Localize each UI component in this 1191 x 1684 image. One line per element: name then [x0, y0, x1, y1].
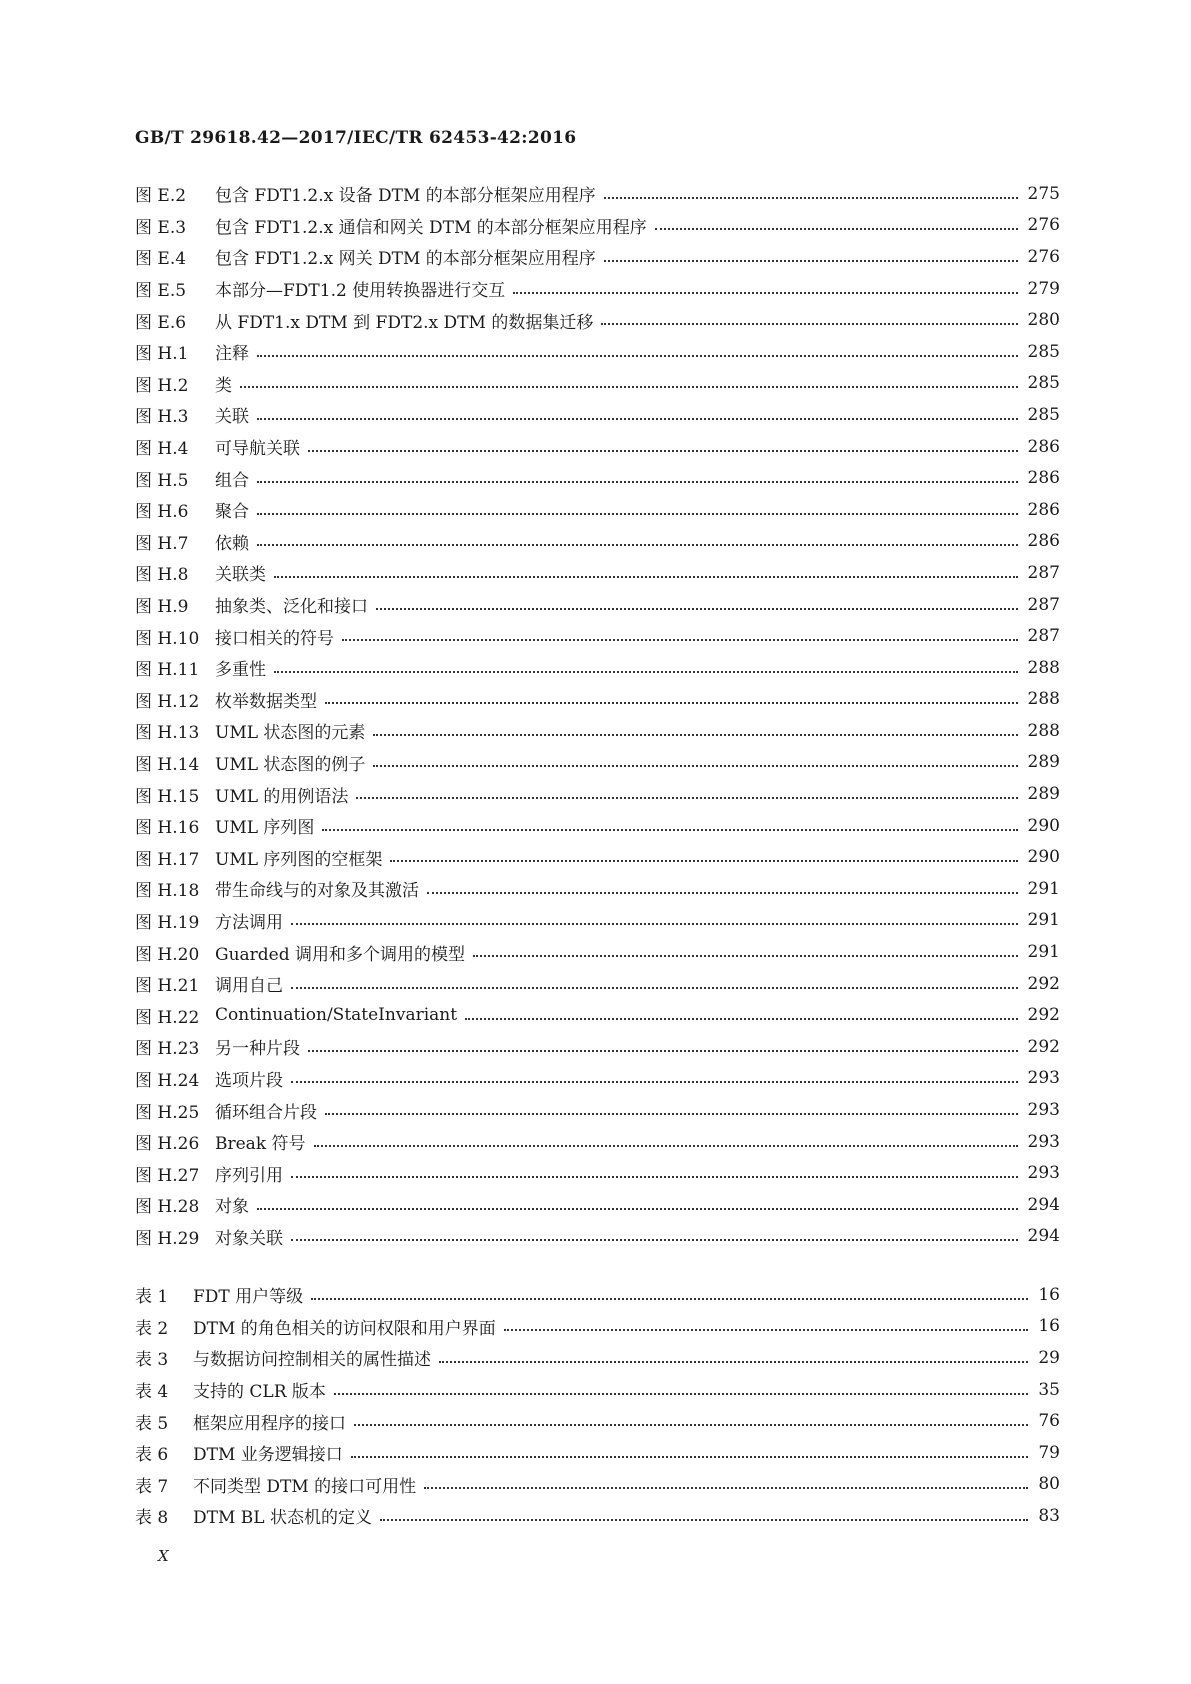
figure-entry[interactable] [135, 589, 1060, 621]
table-entry[interactable] [135, 1342, 1060, 1374]
entry-title: 注释 [215, 344, 249, 365]
dot-leader [257, 544, 1018, 546]
figure-list [135, 178, 1060, 1252]
dot-leader [513, 292, 1017, 294]
entry-page-number: 291 [1027, 878, 1060, 899]
entry-label: 图 H.27 [135, 1165, 200, 1186]
figure-entry[interactable] [135, 778, 1060, 810]
entry-label: 图 H.8 [135, 565, 189, 586]
figure-entry[interactable] [135, 999, 1060, 1031]
entry-label: 图 H.9 [135, 597, 189, 618]
dot-leader [390, 860, 1017, 862]
dot-leader [291, 1081, 1018, 1083]
entry-title: 不同类型 DTM 的接口可用性 [193, 1476, 417, 1497]
entry-title: DTM 业务逻辑接口 [193, 1445, 343, 1466]
figure-entry[interactable] [135, 462, 1060, 494]
figure-entry[interactable] [135, 336, 1060, 368]
figure-entry[interactable] [135, 873, 1060, 905]
document-header: GB/T 29618.42—2017/IEC/TR 62453-42:2016 [135, 128, 577, 148]
entry-title: 抽象类、泛化和接口 [215, 597, 368, 618]
entry-title: 带生命线与的对象及其激活 [215, 881, 419, 902]
dot-leader [257, 513, 1018, 515]
figure-entry[interactable] [135, 936, 1060, 968]
dot-leader [373, 734, 1017, 736]
dot-leader [257, 418, 1018, 420]
dot-leader [354, 1424, 1028, 1426]
figure-entry[interactable] [135, 304, 1060, 336]
figure-entry[interactable] [135, 968, 1060, 1000]
entry-title: 关联类 [215, 565, 266, 586]
entry-page-number: 287 [1027, 626, 1060, 647]
entry-title: 框架应用程序的接口 [193, 1413, 346, 1434]
entry-page-number: 289 [1027, 752, 1060, 773]
entry-page-number: 29 [1038, 1347, 1060, 1368]
entry-label: 图 H.16 [135, 818, 200, 839]
dot-leader [424, 1487, 1028, 1489]
entry-page-number: 285 [1027, 404, 1060, 425]
entry-title: 对象关联 [215, 1228, 283, 1249]
entry-title: UML 状态图的例子 [215, 754, 366, 775]
entry-page-number: 292 [1027, 1036, 1060, 1057]
entry-label: 图 H.10 [135, 628, 200, 649]
entry-page-number: 286 [1027, 531, 1060, 552]
entry-page-number: 76 [1038, 1411, 1060, 1432]
dot-leader [380, 1519, 1028, 1521]
figure-entry[interactable] [135, 1221, 1060, 1253]
entry-title: 方法调用 [215, 912, 283, 933]
entry-label: 图 H.21 [135, 976, 200, 997]
entry-title: 从 FDT1.x DTM 到 FDT2.x DTM 的数据集迁移 [215, 312, 594, 333]
entry-title: FDT 用户等级 [193, 1287, 304, 1308]
figure-entry[interactable] [135, 841, 1060, 873]
entry-title: 包含 FDT1.2.x 网关 DTM 的本部分框架应用程序 [215, 249, 596, 270]
figure-entry[interactable] [135, 620, 1060, 652]
entry-label: 表 5 [135, 1413, 169, 1434]
entry-page-number: 291 [1027, 910, 1060, 931]
entry-page-number: 287 [1027, 594, 1060, 615]
dot-leader [314, 1145, 1018, 1147]
entry-label: 图 H.5 [135, 470, 189, 491]
entry-page-number: 83 [1038, 1505, 1060, 1526]
entry-label: 图 H.19 [135, 912, 200, 933]
dot-leader [373, 765, 1017, 767]
entry-page-number: 80 [1038, 1474, 1060, 1495]
entry-label: 图 H.23 [135, 1039, 200, 1060]
figure-entry[interactable] [135, 526, 1060, 558]
entry-page-number: 288 [1027, 657, 1060, 678]
entry-page-number: 275 [1027, 183, 1060, 204]
figure-entry[interactable] [135, 1063, 1060, 1095]
dot-leader [257, 481, 1018, 483]
figure-entry[interactable] [135, 557, 1060, 589]
entry-label: 图 H.11 [135, 660, 200, 681]
entry-label: 图 H.28 [135, 1197, 200, 1218]
entry-page-number: 16 [1038, 1284, 1060, 1305]
entry-page-number: 280 [1027, 310, 1060, 331]
dot-leader [291, 1176, 1018, 1178]
entry-title: 调用自己 [215, 976, 283, 997]
entry-title: Break 符号 [215, 1134, 306, 1155]
entry-page-number: 279 [1027, 278, 1060, 299]
entry-title: 聚合 [215, 502, 249, 523]
figure-entry[interactable] [135, 1126, 1060, 1158]
table-entry[interactable] [135, 1405, 1060, 1437]
entry-page-number: 291 [1027, 942, 1060, 963]
table-list [135, 1279, 1060, 1532]
entry-page-number: 285 [1027, 341, 1060, 362]
entry-label: 图 H.13 [135, 723, 200, 744]
figure-entry[interactable] [135, 1031, 1060, 1063]
dot-leader [311, 1298, 1028, 1300]
figure-entry[interactable] [135, 399, 1060, 431]
table-entry[interactable] [135, 1374, 1060, 1406]
entry-title: 另一种片段 [215, 1039, 300, 1060]
entry-title: Guarded 调用和多个调用的模型 [215, 944, 466, 965]
figure-entry[interactable] [135, 1094, 1060, 1126]
dot-leader [308, 450, 1018, 452]
figure-entry[interactable] [135, 715, 1060, 747]
table-entry[interactable] [135, 1311, 1060, 1343]
dot-leader [291, 1239, 1018, 1241]
entry-title: 本部分—FDT1.2 使用转换器进行交互 [215, 281, 506, 302]
entry-label: 图 H.25 [135, 1102, 200, 1123]
figure-entry[interactable] [135, 431, 1060, 463]
figure-entry[interactable] [135, 810, 1060, 842]
entry-title: 包含 FDT1.2.x 设备 DTM 的本部分框架应用程序 [215, 186, 596, 207]
entry-label: 图 E.6 [135, 312, 187, 333]
figure-entry[interactable] [135, 494, 1060, 526]
entry-page-number: 293 [1027, 1163, 1060, 1184]
table-entry[interactable] [135, 1469, 1060, 1501]
entry-label: 图 H.22 [135, 1007, 200, 1028]
figure-entry[interactable] [135, 652, 1060, 684]
table-entry[interactable] [135, 1437, 1060, 1469]
entry-label: 图 E.4 [135, 249, 187, 270]
dot-leader [439, 1361, 1028, 1363]
entry-page-number: 286 [1027, 499, 1060, 520]
dot-leader [465, 1018, 1017, 1020]
entry-page-number: 290 [1027, 847, 1060, 868]
dot-leader [356, 797, 1017, 799]
dot-leader [240, 386, 1018, 388]
entry-title: 关联 [215, 407, 249, 428]
entry-title: DTM 的角色相关的访问权限和用户界面 [193, 1318, 496, 1339]
entry-label: 图 H.14 [135, 754, 200, 775]
entry-label: 表 1 [135, 1287, 169, 1308]
entry-label: 表 8 [135, 1508, 169, 1529]
entry-title: 与数据访问控制相关的属性描述 [193, 1350, 431, 1371]
dot-leader [351, 1456, 1029, 1458]
dot-leader [334, 1393, 1028, 1395]
entry-label: 图 H.3 [135, 407, 189, 428]
dot-leader [274, 671, 1018, 673]
entry-label: 图 H.4 [135, 439, 189, 460]
entry-page-number: 294 [1027, 1194, 1060, 1215]
entry-title: 依赖 [215, 533, 249, 554]
dot-leader [342, 639, 1018, 641]
entry-title: UML 的用例语法 [215, 786, 349, 807]
figure-entry[interactable] [135, 747, 1060, 779]
dot-leader [427, 892, 1018, 894]
entry-title: 支持的 CLR 版本 [193, 1382, 326, 1403]
entry-page-number: 292 [1027, 1005, 1060, 1026]
entry-label: 图 H.15 [135, 786, 200, 807]
entry-label: 图 H.6 [135, 502, 189, 523]
entry-title: 组合 [215, 470, 249, 491]
entry-page-number: 293 [1027, 1100, 1060, 1121]
entry-page-number: 276 [1027, 215, 1060, 236]
entry-page-number: 286 [1027, 436, 1060, 457]
dot-leader [325, 1113, 1018, 1115]
entry-label: 表 3 [135, 1350, 169, 1371]
entry-page-number: 287 [1027, 562, 1060, 583]
entry-title: 多重性 [215, 660, 266, 681]
entry-title: 对象 [215, 1197, 249, 1218]
figure-entry[interactable] [135, 368, 1060, 400]
entry-title: Continuation/StateInvariant [215, 1005, 458, 1026]
entry-label: 图 H.18 [135, 881, 200, 902]
entry-title: 可导航关联 [215, 439, 300, 460]
entry-label: 图 E.5 [135, 281, 187, 302]
figure-entry[interactable] [135, 684, 1060, 716]
entry-title: 接口相关的符号 [215, 628, 334, 649]
figure-entry[interactable] [135, 241, 1060, 273]
entry-title: DTM BL 状态机的定义 [193, 1508, 372, 1529]
entry-title: 枚举数据类型 [215, 691, 317, 712]
dot-leader [325, 702, 1018, 704]
table-entry[interactable] [135, 1500, 1060, 1532]
entry-title: 循环组合片段 [215, 1102, 317, 1123]
entry-label: 图 E.2 [135, 186, 187, 207]
dot-leader [655, 228, 1018, 230]
entry-label: 图 H.1 [135, 344, 189, 365]
entry-page-number: 293 [1027, 1131, 1060, 1152]
entry-label: 图 H.20 [135, 944, 200, 965]
entry-title: 类 [215, 375, 232, 396]
entry-page-number: 290 [1027, 815, 1060, 836]
entry-page-number: 285 [1027, 373, 1060, 394]
entry-page-number: 289 [1027, 784, 1060, 805]
entry-page-number: 35 [1038, 1379, 1060, 1400]
entry-page-number: 288 [1027, 689, 1060, 710]
entry-title: 包含 FDT1.2.x 通信和网关 DTM 的本部分框架应用程序 [215, 217, 647, 238]
entry-label: 图 H.26 [135, 1134, 200, 1155]
entry-label: 图 H.24 [135, 1070, 200, 1091]
dot-leader [291, 987, 1018, 989]
dot-leader [291, 923, 1018, 925]
dot-leader [274, 576, 1018, 578]
entry-label: 图 H.29 [135, 1228, 200, 1249]
figure-entry[interactable] [135, 1189, 1060, 1221]
entry-label: 表 7 [135, 1476, 169, 1497]
figure-entry[interactable] [135, 178, 1060, 210]
dot-leader [604, 197, 1018, 199]
entry-page-number: 16 [1038, 1316, 1060, 1337]
dot-leader [322, 829, 1017, 831]
entry-label: 图 H.7 [135, 533, 189, 554]
entry-label: 图 H.2 [135, 375, 189, 396]
table-entry[interactable] [135, 1279, 1060, 1311]
entry-page-number: 293 [1027, 1068, 1060, 1089]
figure-entry[interactable] [135, 1157, 1060, 1189]
dot-leader [376, 608, 1018, 610]
entry-title: 选项片段 [215, 1070, 283, 1091]
figure-entry[interactable] [135, 210, 1060, 242]
page-number: X [158, 1547, 169, 1565]
entry-title: 序列引用 [215, 1165, 283, 1186]
entry-label: 图 H.12 [135, 691, 200, 712]
entry-page-number: 286 [1027, 468, 1060, 489]
entry-title: UML 序列图 [215, 818, 315, 839]
entry-label: 表 2 [135, 1318, 169, 1339]
entry-page-number: 288 [1027, 720, 1060, 741]
dot-leader [257, 1208, 1018, 1210]
figure-entry[interactable] [135, 905, 1060, 937]
dot-leader [601, 323, 1017, 325]
entry-label: 表 4 [135, 1382, 169, 1403]
figure-entry[interactable] [135, 273, 1060, 305]
dot-leader [257, 355, 1018, 357]
dot-leader [473, 955, 1018, 957]
entry-title: UML 序列图的空框架 [215, 849, 383, 870]
entry-label: 图 H.17 [135, 849, 200, 870]
entry-page-number: 276 [1027, 246, 1060, 267]
dot-leader [504, 1329, 1029, 1331]
entry-title: UML 状态图的元素 [215, 723, 366, 744]
entry-page-number: 79 [1038, 1442, 1060, 1463]
entry-label: 表 6 [135, 1445, 169, 1466]
entry-page-number: 294 [1027, 1226, 1060, 1247]
entry-page-number: 292 [1027, 973, 1060, 994]
entry-label: 图 E.3 [135, 217, 187, 238]
dot-leader [308, 1050, 1018, 1052]
dot-leader [604, 260, 1018, 262]
